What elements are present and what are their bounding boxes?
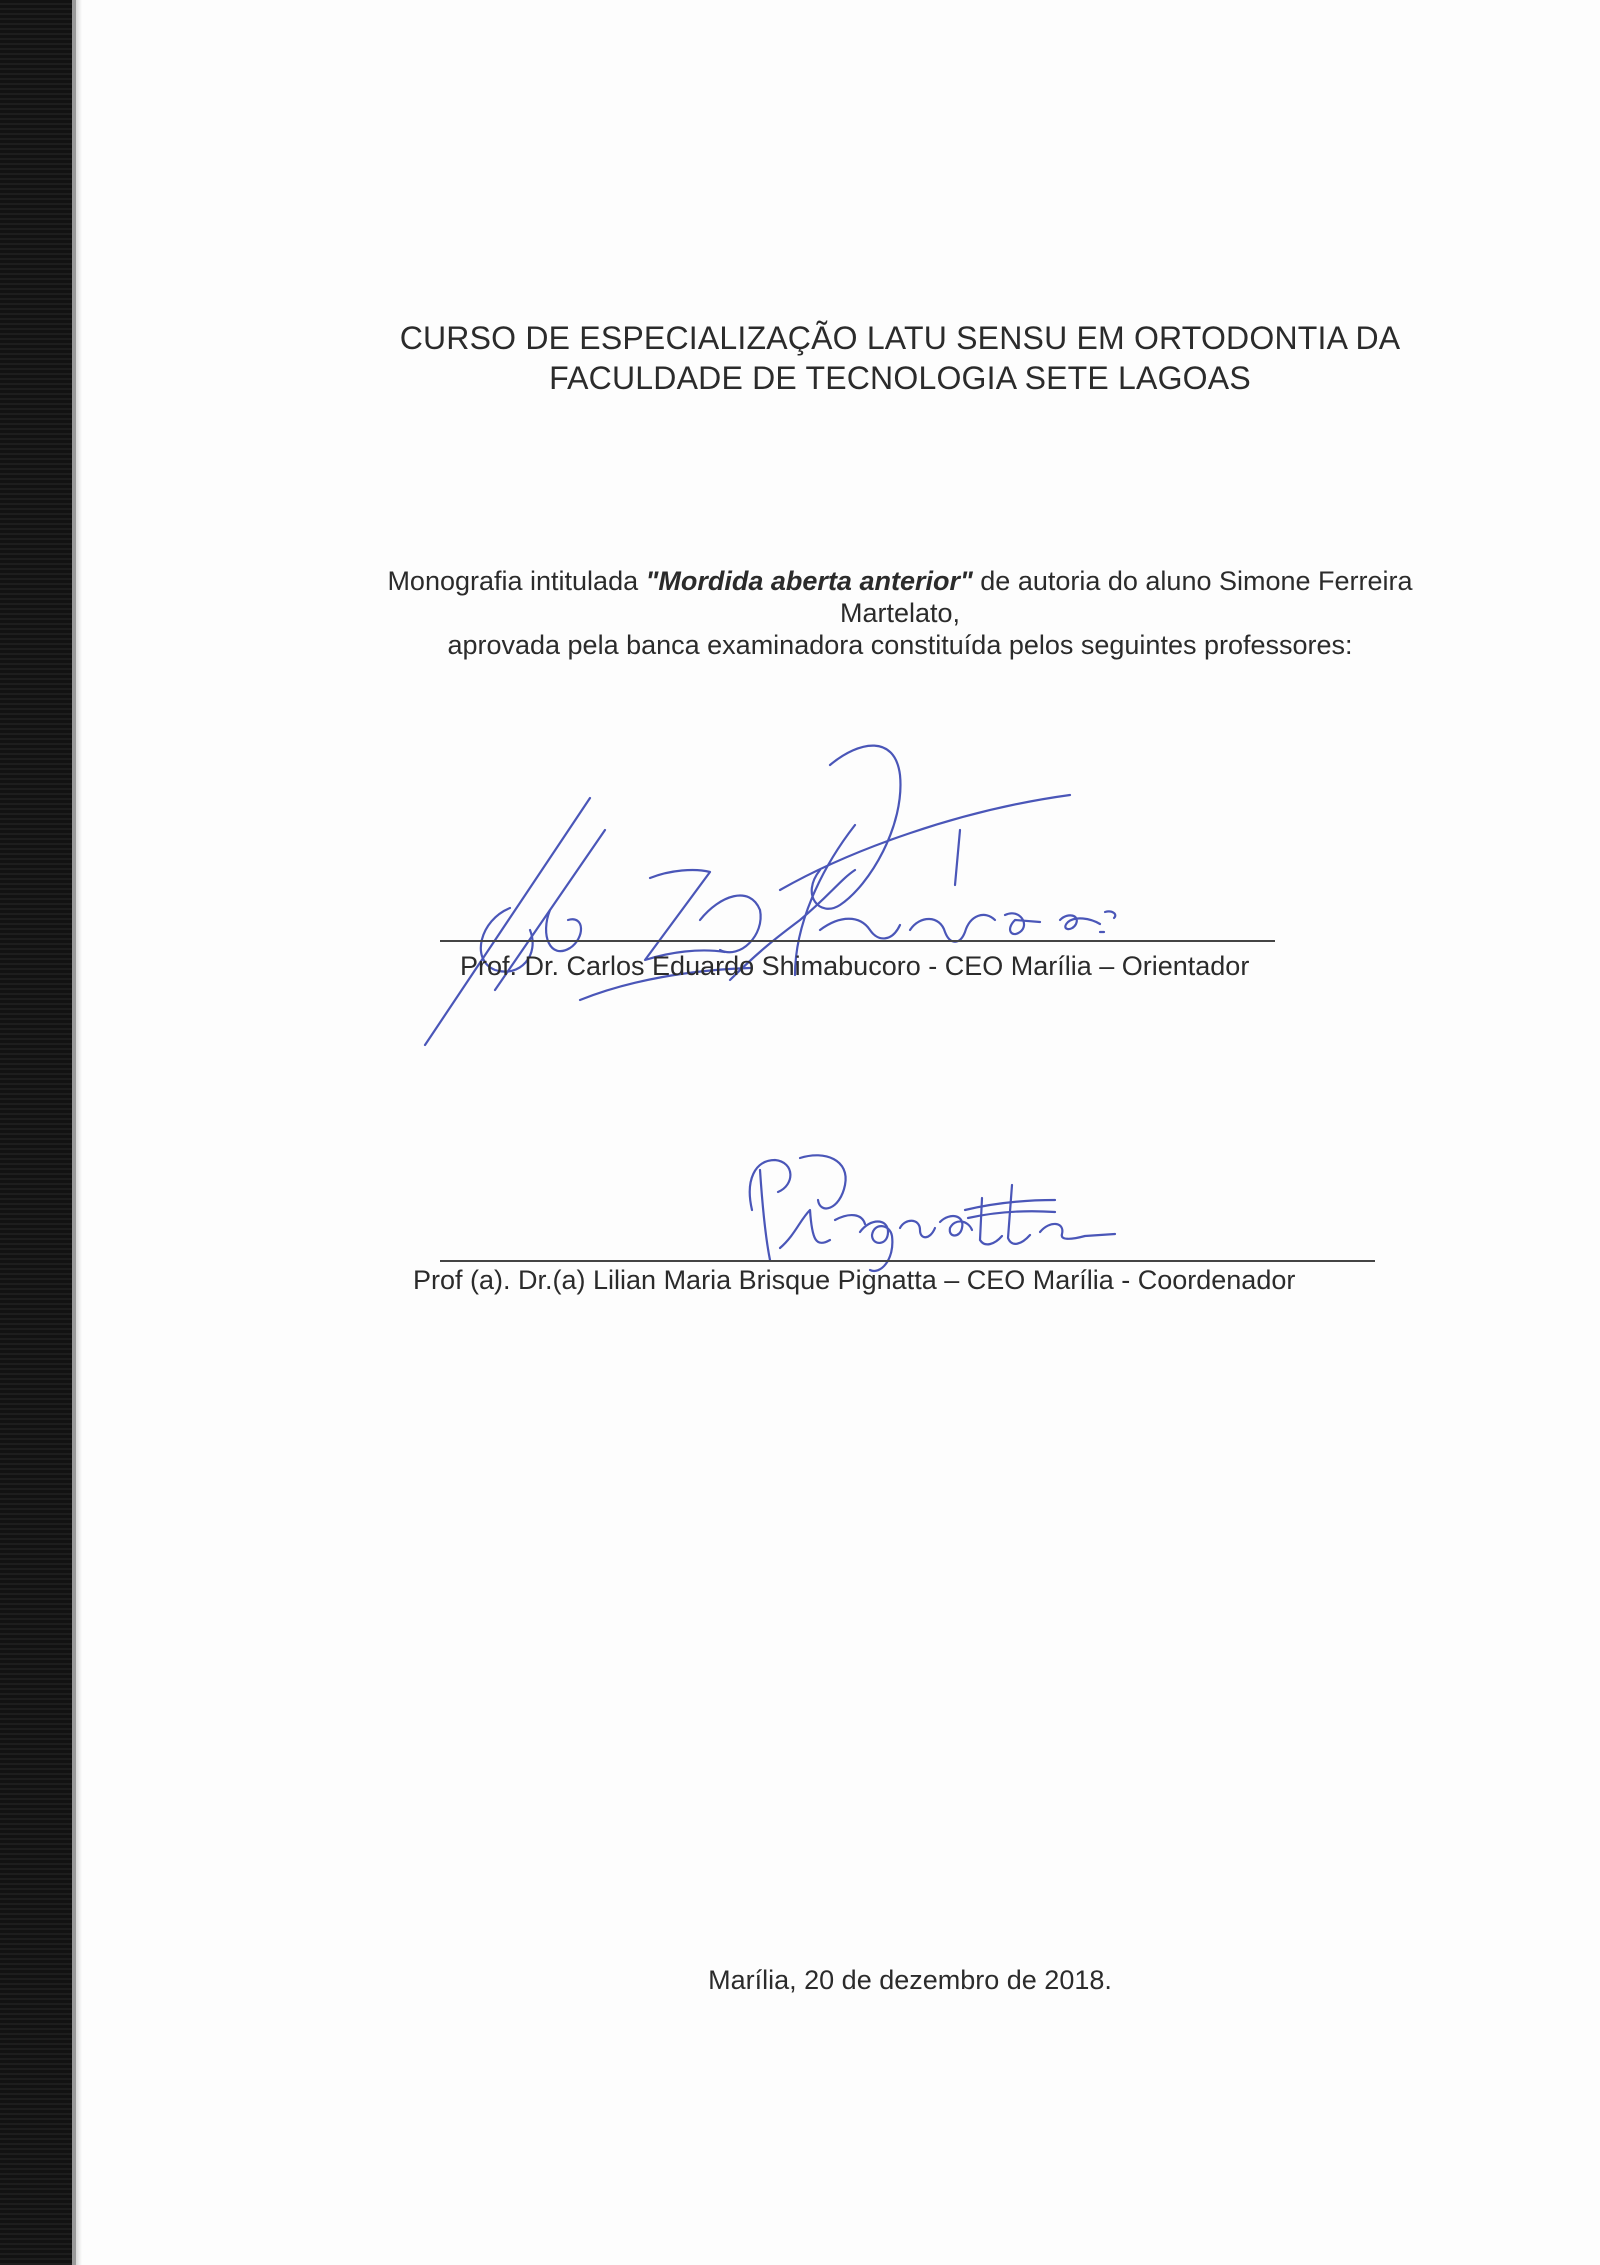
place-and-date: Marília, 20 de dezembro de 2018. (708, 1965, 1112, 1995)
signature-orientador (400, 720, 1120, 1060)
approval-line-1 (300, 565, 1500, 597)
course-header-line-1: CURSO DE ESPECIALIZAÇÃO LATU SENSU EM ORTODONTIA DA (399, 320, 1401, 356)
course-header (330, 318, 1470, 398)
approval-statement (300, 565, 1500, 661)
monograph-title: "Mordida aberta anterior" (645, 566, 973, 596)
scan-edge-fade (76, 0, 82, 2265)
approval-line-2: Martelato, (839, 598, 961, 628)
signature-line-coordenador (440, 1260, 1375, 1262)
approval-prefix: Monografia intitulada (387, 566, 646, 596)
signature-line-orientador (440, 940, 1275, 942)
examiner-orientador-caption: Prof. Dr. Carlos Eduardo Shimabucoro - CEO Marília – Orientador (460, 951, 1250, 981)
signature-coordenador (740, 1140, 1120, 1280)
examiner-coordenador-caption: Prof (a). Dr.(a) Lilian Maria Brisque Pignatta – CEO Marília - Coordenador (413, 1265, 1296, 1295)
scan-edge-binding (0, 0, 72, 2265)
approval-suffix: de autoria do aluno Simone Ferreira (972, 566, 1413, 596)
course-header-line-2: FACULDADE DE TECNOLOGIA SETE LAGOAS (549, 360, 1251, 396)
approval-line-3: aprovada pela banca examinadora constituída pelos seguintes professores: (447, 630, 1353, 660)
